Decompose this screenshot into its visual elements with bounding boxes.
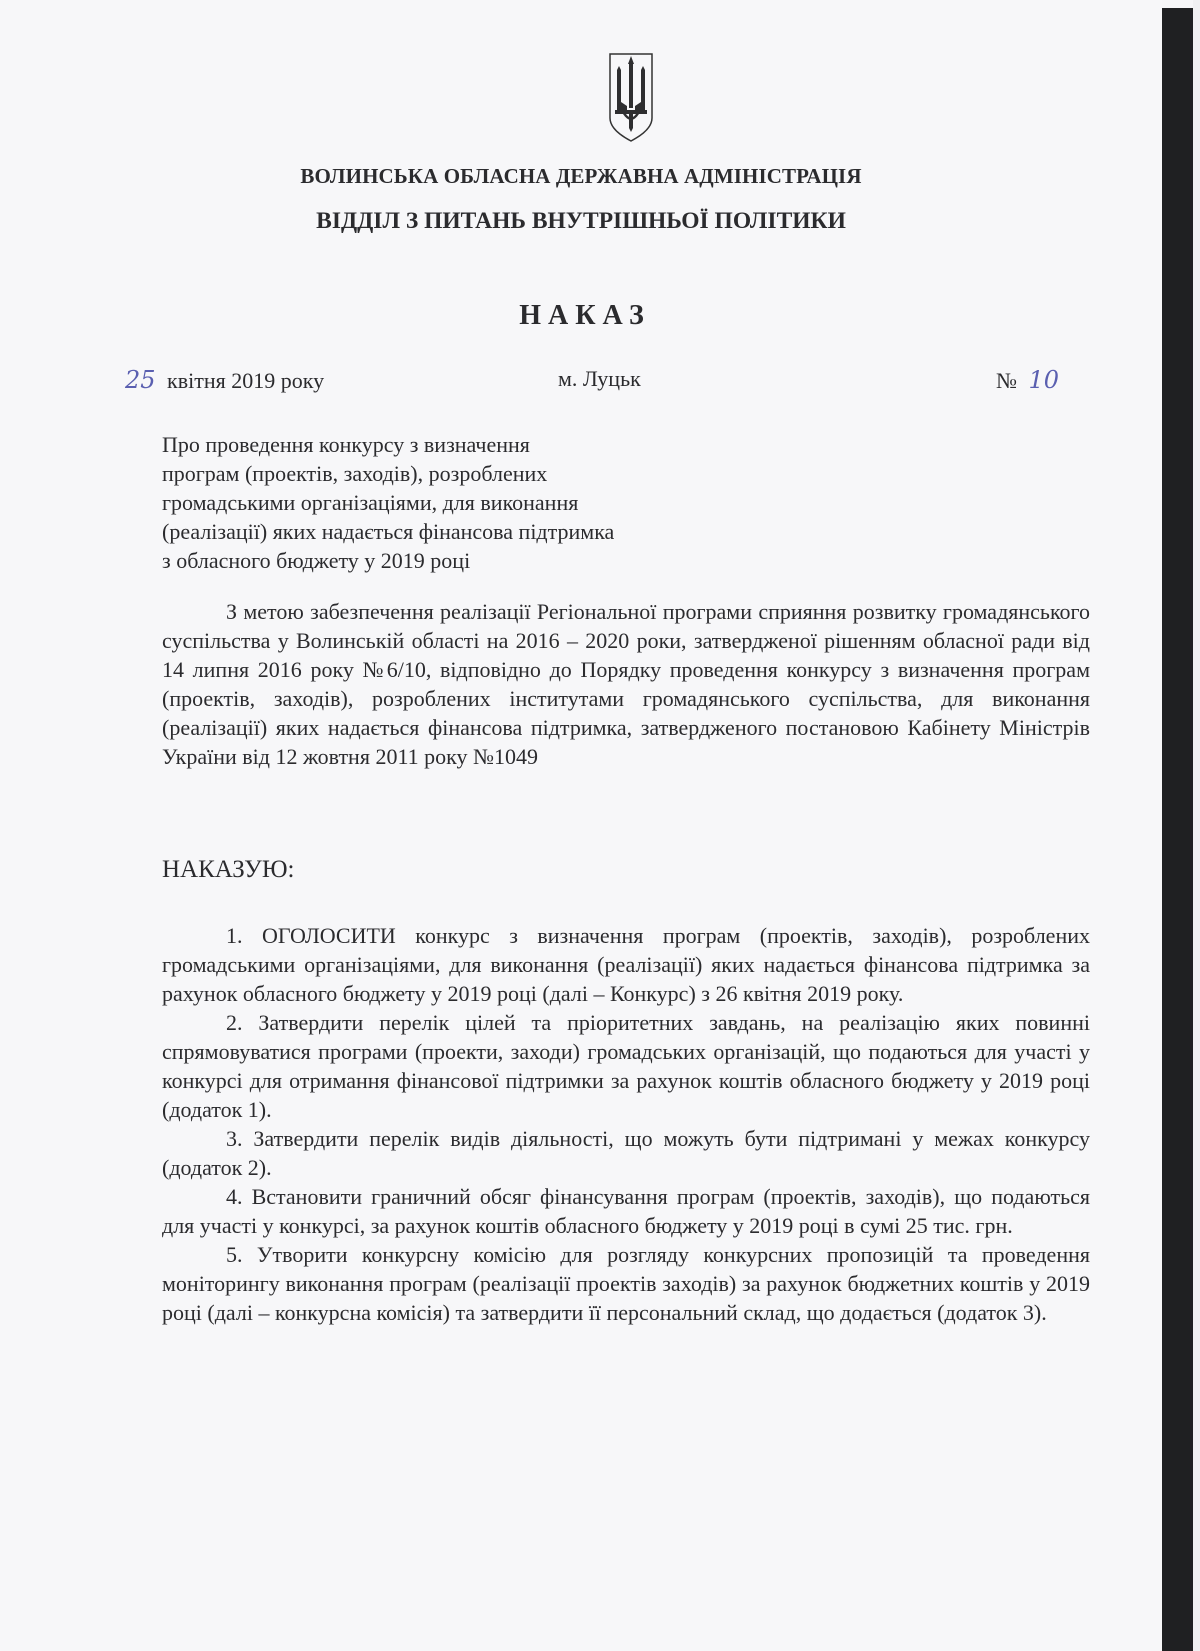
order-subject <box>162 430 722 575</box>
order-item: 2. Затвердити перелік цілей та пріоритетних завдань, на реалізацію яких повинні спрямовуватися програми (проекти, заходи) громадських організацій, що подаються для участі у конкурсі для отримання фінансової підтримки за рахунок коштів обласного бюджету у 2019 році (додаток 1). <box>162 1010 1090 1122</box>
handwritten-number: 10 <box>1028 366 1060 394</box>
organization-heading: ВОЛИНСЬКА ОБЛАСНА ДЕРЖАВНА АДМІНІСТРАЦІЯ <box>300 164 862 188</box>
subject-line: з обласного бюджету у 2019 році <box>162 548 471 573</box>
document-title: НАКАЗ <box>519 300 651 331</box>
number-label: № <box>996 368 1017 393</box>
preamble-paragraph: З метою забезпечення реалізації Регіональної програми сприяння розвитку громадянського суспільства у Волинській області на 2016 – 2020 роки, затвердженої рішенням обласної ради від 14 липня 2016 року №6/10, відповідно до Порядку проведення конкурсу з визначення програм (проектів, заходів), розроблених інститутами громадянського суспільства, для виконання (реалізації) яких надається фінансова підтримка, затвердженого постановою Кабінету Міністрів України від 12 жовтня 2011 року №1049 <box>162 599 1090 769</box>
order-item: 1. ОГОЛОСИТИ конкурс з визначення програм (проектів, заходів), розроблених громадськими організаціями, для виконання (реалізації) яких надається фінансова підтримка за рахунок обласного бюджету у 2019 році (далі – Конкурс) з 26 квітня 2019 року. <box>162 923 1090 1006</box>
order-item: 5. Утворити конкурсну комісію для розгляду конкурсних пропозицій та проведення моніторингу виконання програм (реалізації проектів заходів) за рахунок бюджетних коштів у 2019 році (далі – конкурсна комісія) та затвердити її персональний склад, що додається (додаток 3). <box>162 1242 1090 1325</box>
department-heading: ВІДДІЛ З ПИТАНЬ ВНУТРІШНЬОЇ ПОЛІТИКИ <box>316 208 846 234</box>
order-word: НАКАЗУЮ: <box>162 856 295 883</box>
handwritten-day: 25 <box>125 366 156 394</box>
document-city: м. Луцьк <box>558 366 641 391</box>
subject-line: (реалізації) яких надається фінансова підтримка <box>162 519 615 544</box>
subject-line: Про проведення конкурсу з визначення <box>162 432 530 457</box>
document-number <box>996 366 1059 394</box>
document-date <box>125 366 324 394</box>
subject-line: програм (проектів, заходів), розроблених <box>162 461 548 486</box>
scan-edge-shadow <box>1162 8 1193 1651</box>
subject-line: громадськими організаціями, для виконання <box>162 490 579 515</box>
ukraine-coat-of-arms-icon <box>607 50 655 145</box>
scan-margin <box>1193 0 1200 1651</box>
date-text: квітня 2019 року <box>167 368 325 393</box>
preamble <box>162 597 1090 771</box>
order-items <box>162 921 1090 1327</box>
order-item: 4. Встановити граничний обсяг фінансування програм (проектів, заходів), що подаються для участі у конкурсі, за рахунок коштів обласного бюджету у 2019 році в сумі 25 тис. грн. <box>162 1184 1090 1238</box>
order-item: 3. Затвердити перелік видів діяльності, що можуть бути підтримані у межах конкурсу (додаток 2). <box>162 1126 1090 1180</box>
